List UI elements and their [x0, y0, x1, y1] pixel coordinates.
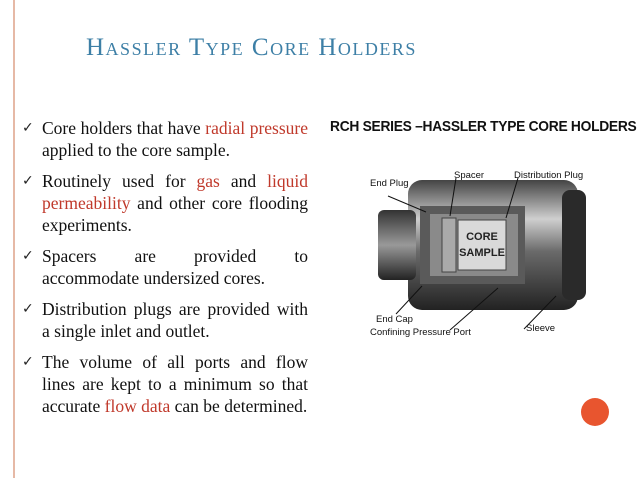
highlighted-term: gas — [196, 171, 220, 191]
distribution-plug-label: Distribution Plug — [514, 170, 584, 181]
bullet-item — [22, 351, 308, 417]
bullet-text: Core holders that have — [42, 118, 206, 138]
holder-end-cap-right — [562, 190, 586, 300]
bullet-text: The volume of all ports and flow lines are kept to a minimum so that accurate — [42, 352, 308, 416]
figure-title: RCH SERIES –HASSLER TYPE CORE HOLDERS — [330, 118, 637, 135]
checkmark-icon: ✓ — [22, 248, 34, 264]
bullet-item — [22, 245, 308, 289]
bullet-text: and — [219, 171, 268, 191]
accent-dot — [581, 398, 609, 426]
slide-left-border — [13, 0, 15, 478]
checkmark-icon: ✓ — [22, 301, 34, 317]
core-label: CORE — [466, 231, 498, 243]
core-holder-diagram — [330, 118, 637, 358]
highlighted-term: radial pressure — [205, 118, 309, 138]
end-cap-label: End Cap — [376, 314, 413, 325]
highlighted-term: flow data — [104, 396, 171, 416]
highlighted-term: liquid permeability — [42, 171, 308, 213]
bullet-text: can be determined. — [170, 396, 308, 416]
spacer-label: Spacer — [454, 170, 485, 181]
bullet-text: and other core flooding experiments. — [42, 193, 308, 235]
checkmark-icon: ✓ — [22, 173, 34, 189]
sleeve-label: Sleeve — [526, 323, 556, 334]
core-sample-shape — [458, 220, 506, 270]
bullet-text: Routinely used for — [42, 171, 197, 191]
bullet-item — [22, 298, 308, 342]
checkmark-icon: ✓ — [22, 354, 34, 370]
bullet-text: applied to the core sample. — [42, 140, 231, 160]
bullet-list — [22, 117, 308, 426]
spacer-shape — [442, 218, 456, 272]
bullet-text: Spacers are provided to accommodate undersized cores. — [42, 246, 308, 288]
checkmark-icon: ✓ — [22, 120, 34, 136]
core-holder-figure — [330, 118, 637, 358]
bullet-item — [22, 170, 308, 236]
sample-label: SAMPLE — [459, 247, 505, 259]
confining-port-label: Confining Pressure Port — [370, 327, 471, 338]
end-plug-shape — [378, 210, 416, 280]
bullet-item — [22, 117, 308, 161]
slide-title: Hassler Type Core Holders — [86, 34, 417, 61]
end-plug-label: End Plug — [370, 178, 409, 189]
bullet-text: Distribution plugs are provided with a single inlet and outlet. — [42, 299, 308, 341]
